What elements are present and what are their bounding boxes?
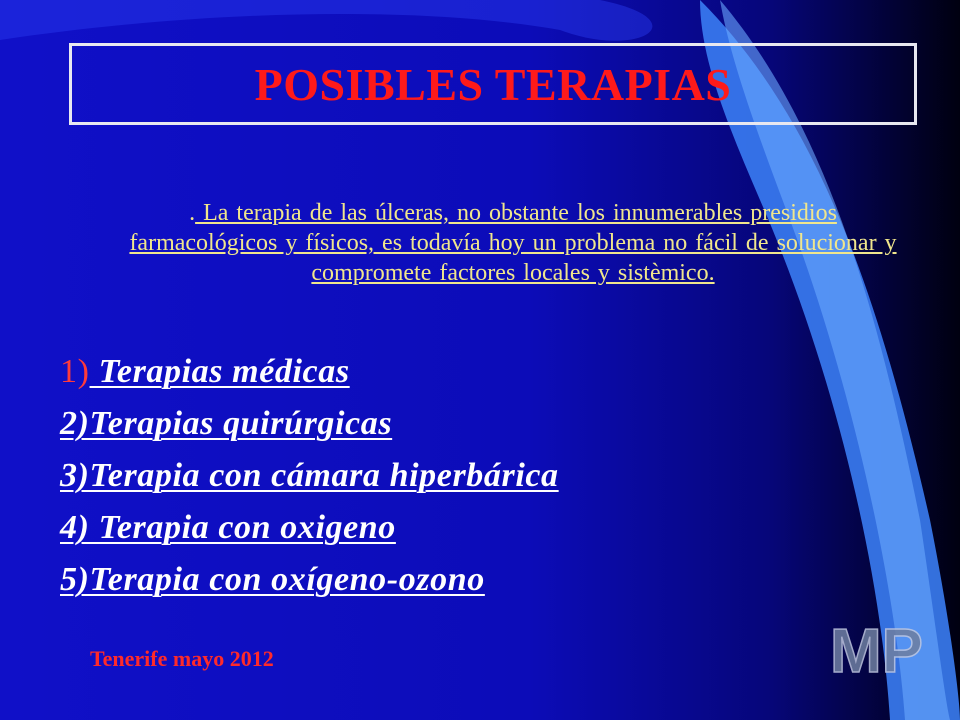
therapy-list bbox=[60, 346, 559, 606]
therapy-label: 4) Terapia con oxigeno bbox=[60, 509, 396, 546]
intro-text: La terapia de las úlceras, no obstante los innumerables presidios farmacológicos y físicos, es todavía hoy un problema no fácil de solucionar y compromete factores locales y sistèmico. bbox=[129, 200, 897, 286]
title-box bbox=[69, 43, 917, 125]
footer-text: Tenerife mayo 2012 bbox=[90, 646, 274, 671]
therapy-item-4 bbox=[60, 502, 559, 554]
therapy-label: Terapias médicas bbox=[89, 353, 350, 390]
therapy-label: 5)Terapia con oxígeno-ozono bbox=[60, 561, 485, 598]
therapy-label: 3)Terapia con cámara hiperbárica bbox=[60, 457, 559, 494]
slide-title: POSIBLES TERAPIAS bbox=[254, 58, 732, 110]
therapy-item-3 bbox=[60, 450, 559, 502]
therapy-item-1 bbox=[60, 346, 559, 398]
therapy-label: 2)Terapias quirúrgicas bbox=[60, 405, 393, 442]
therapy-item-5 bbox=[60, 554, 559, 606]
therapy-item-2 bbox=[60, 398, 559, 450]
therapy-number: 1) bbox=[60, 353, 90, 390]
svg-text:MP: MP bbox=[830, 617, 923, 686]
mp-logo bbox=[822, 612, 942, 692]
intro-bullet: . bbox=[189, 200, 196, 226]
intro-paragraph bbox=[128, 198, 898, 288]
